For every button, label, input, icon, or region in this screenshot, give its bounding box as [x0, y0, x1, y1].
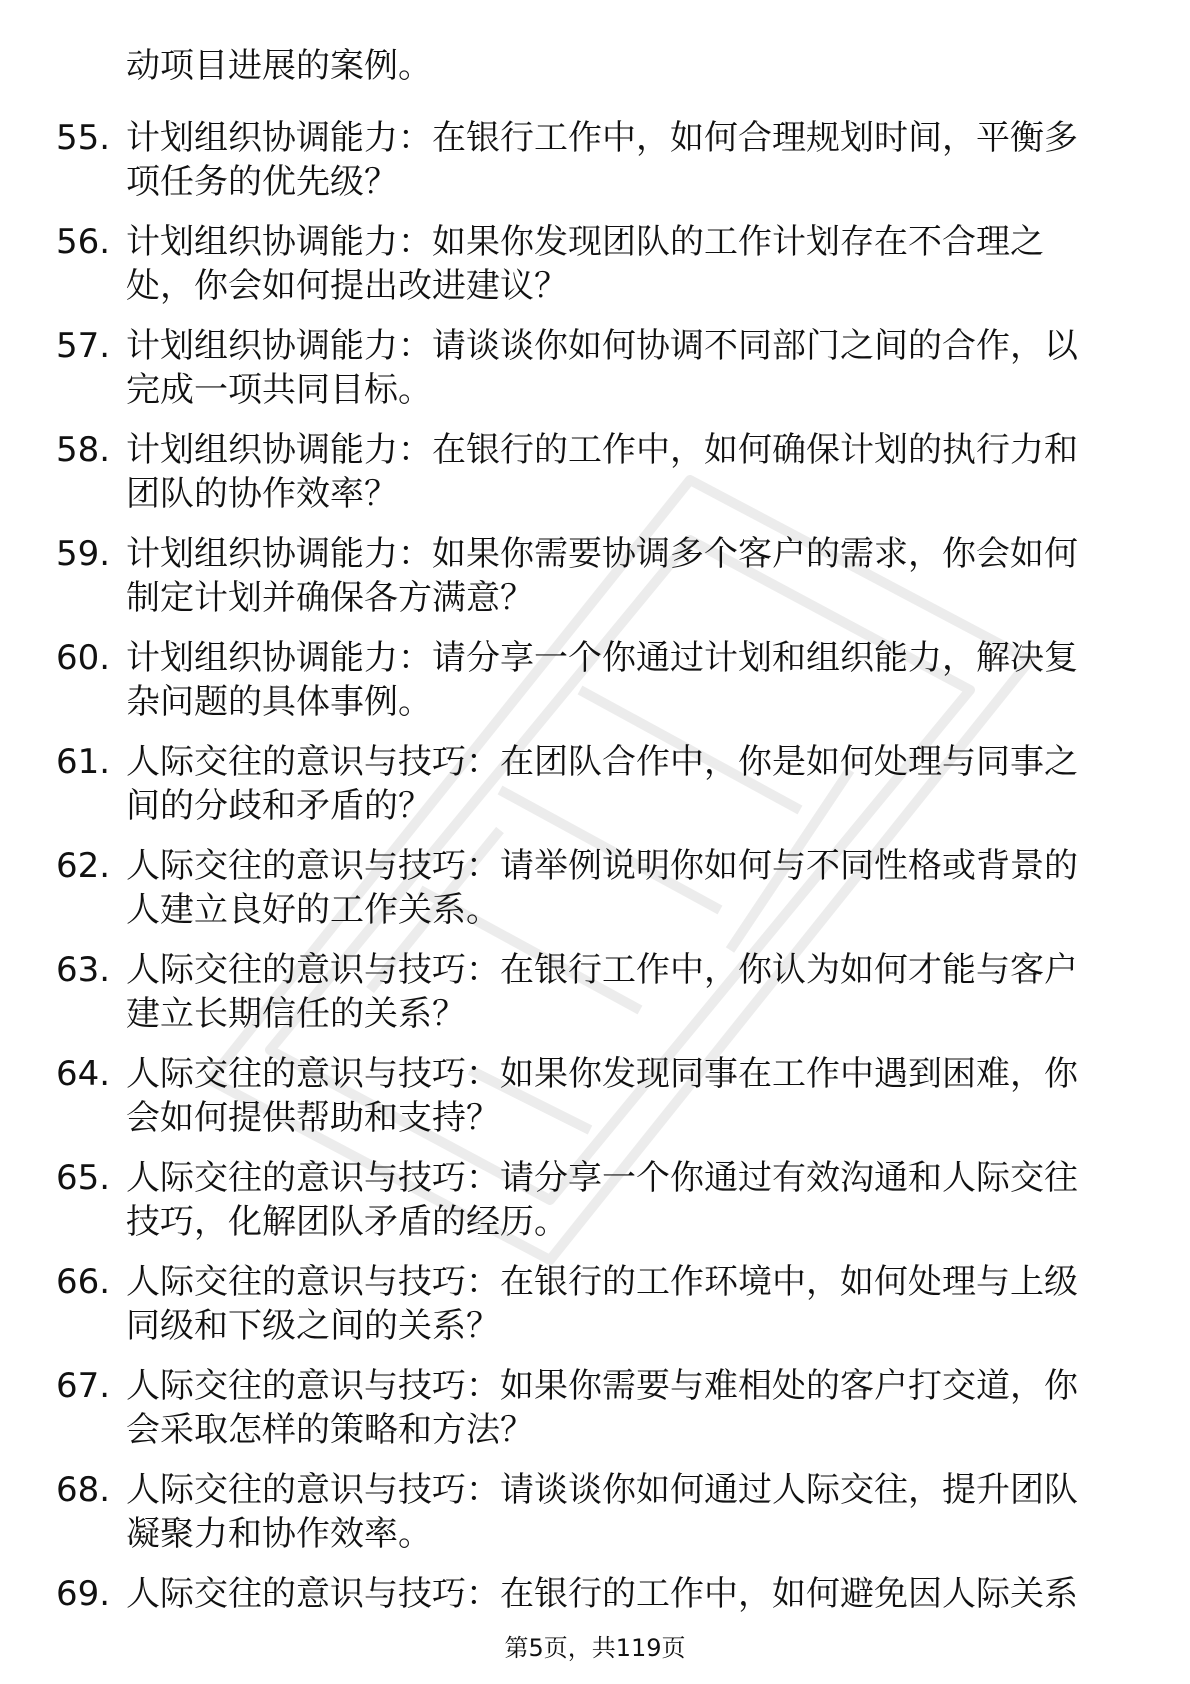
question-number: 67.: [56, 1366, 111, 1406]
continuation-text: 动项目进展的案例。: [126, 46, 432, 86]
question-line: 人际交往的意识与技巧：请分享一个你通过有效沟通和人际交往: [126, 1158, 1078, 1198]
question-line: 杂问题的具体事例。: [126, 682, 432, 722]
question-line: 人建立良好的工作关系。: [126, 890, 500, 930]
question-line: 计划组织协调能力：如果你发现团队的工作计划存在不合理之: [126, 222, 1044, 262]
question-text: [126, 636, 1126, 724]
question-number: 62.: [56, 846, 111, 886]
question-line: 技巧，化解团队矛盾的经历。: [126, 1202, 568, 1242]
question-text: [126, 428, 1126, 516]
question-number: 61.: [56, 742, 111, 782]
question-number: 58.: [56, 430, 111, 470]
question-text: [126, 324, 1126, 412]
question-line: 团队的协作效率？: [126, 474, 398, 514]
question-line: 项任务的优先级？: [126, 162, 398, 202]
question-item: [0, 948, 1190, 1052]
question-item: [0, 220, 1190, 324]
question-item: [0, 1052, 1190, 1156]
question-line: 凝聚力和协作效率。: [126, 1514, 432, 1554]
question-number: 63.: [56, 950, 111, 990]
question-text: [126, 1468, 1126, 1556]
question-number: 59.: [56, 534, 111, 574]
question-item: [0, 116, 1190, 220]
question-line: 人际交往的意识与技巧：请谈谈你如何通过人际交往，提升团队: [126, 1470, 1078, 1510]
question-text: [126, 1572, 1126, 1616]
question-item: [0, 844, 1190, 948]
question-line: 处，你会如何提出改进建议？: [126, 266, 568, 306]
question-line: 计划组织协调能力：请分享一个你通过计划和组织能力，解决复: [126, 638, 1078, 678]
question-list: [0, 116, 1190, 1676]
question-line: 计划组织协调能力：在银行的工作中，如何确保计划的执行力和: [126, 430, 1078, 470]
question-line: 计划组织协调能力：在银行工作中，如何合理规划时间，平衡多: [126, 118, 1078, 158]
question-item: [0, 740, 1190, 844]
question-line: 人际交往的意识与技巧：在团队合作中，你是如何处理与同事之: [126, 742, 1078, 782]
question-text: [126, 1364, 1126, 1452]
question-text: [126, 740, 1126, 828]
question-item: [0, 636, 1190, 740]
question-text: [126, 948, 1126, 1036]
question-item: [0, 1364, 1190, 1468]
question-line: 完成一项共同目标。: [126, 370, 432, 410]
question-item: [0, 1156, 1190, 1260]
question-line: 人际交往的意识与技巧：请举例说明你如何与不同性格或背景的: [126, 846, 1078, 886]
question-text: [126, 1156, 1126, 1244]
question-line: 同级和下级之间的关系？: [126, 1306, 500, 1346]
question-line: 会采取怎样的策略和方法？: [126, 1410, 534, 1450]
question-text: [126, 1052, 1126, 1140]
question-item: [0, 1260, 1190, 1364]
question-number: 66.: [56, 1262, 111, 1302]
question-number: 64.: [56, 1054, 111, 1094]
question-item: [0, 532, 1190, 636]
question-line: 会如何提供帮助和支持？: [126, 1098, 500, 1138]
question-item: [0, 324, 1190, 428]
question-text: [126, 116, 1126, 204]
question-item: [0, 428, 1190, 532]
question-line: 人际交往的意识与技巧：如果你需要与难相处的客户打交道，你: [126, 1366, 1078, 1406]
question-number: 57.: [56, 326, 111, 366]
question-number: 68.: [56, 1470, 111, 1510]
question-line: 人际交往的意识与技巧：在银行的工作中，如何避免因人际关系: [126, 1574, 1078, 1614]
question-line: 计划组织协调能力：请谈谈你如何协调不同部门之间的合作，以: [126, 326, 1078, 366]
question-line: 人际交往的意识与技巧：在银行的工作环境中，如何处理与上级: [126, 1262, 1078, 1302]
page-footer: 第5页，共119页: [504, 1634, 686, 1662]
question-text: [126, 1260, 1126, 1348]
question-number: 55.: [56, 118, 111, 158]
question-number: 69.: [56, 1574, 111, 1614]
question-line: 间的分歧和矛盾的？: [126, 786, 432, 826]
question-number: 56.: [56, 222, 111, 262]
question-text: [126, 844, 1126, 932]
question-line: 人际交往的意识与技巧：如果你发现同事在工作中遇到困难，你: [126, 1054, 1078, 1094]
question-line: 建立长期信任的关系？: [126, 994, 466, 1034]
question-text: [126, 220, 1126, 308]
question-line: 计划组织协调能力：如果你需要协调多个客户的需求，你会如何: [126, 534, 1078, 574]
question-number: 60.: [56, 638, 111, 678]
question-line: 制定计划并确保各方满意？: [126, 578, 534, 618]
question-item: [0, 1468, 1190, 1572]
question-text: [126, 532, 1126, 620]
question-line: 人际交往的意识与技巧：在银行工作中，你认为如何才能与客户: [126, 950, 1078, 990]
question-number: 65.: [56, 1158, 111, 1198]
